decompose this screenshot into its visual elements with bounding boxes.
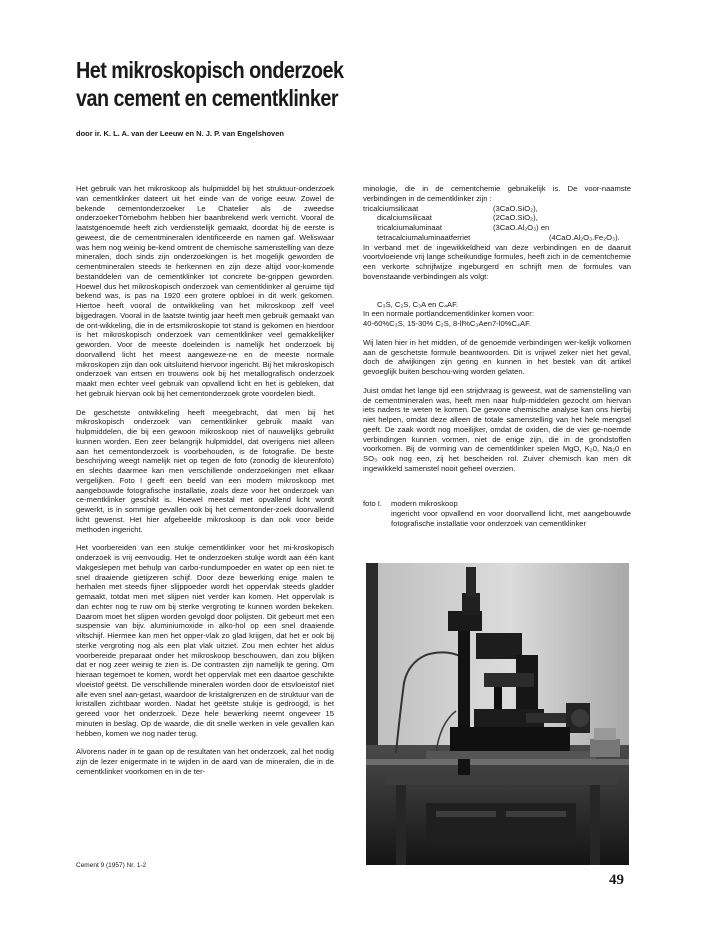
compound-formula: (3CaO.SiO₂), xyxy=(493,203,538,213)
page-number: 49 xyxy=(609,872,624,888)
journal-reference: Cement 9 (1957) Nr. 1-2 xyxy=(76,862,147,869)
paragraph: De geschetste ontwikkeling heeft meegebracht, dat men bij het mikroskopisch onderzoek van cementklinker gebruik maakt van hulpmiddelen, die bij een gewoon mikroskoop niet of nauwelijks gebruikt kunnen worden. Een zeer belangrijk hulpmiddel, dat overigens niet alleen aan het cementonderzoek is voorbehouden, is de fotografie. De beste beschrijving weegt namelijk niet op tegen de foto (zonodig de kleurenfoto) en slechts daarmee kan men verschillende onderzoekingen met elkaar vergelijken. Foto I geeft een beeld van een modern mikroskoop met aangebouwde fotografische installatie, zoals deze voor het onderzoek van ce-mentklinker geschikt is. Hoewel meestal met opvallend licht wordt gewerkt, is in sommige gevallen ook bij het cementonder-zoek doorvallend licht gewenst. Het hier afgebeelde mikroskoop is dan ook voor beide methoden ingericht. xyxy=(76,407,334,534)
composition-line-1: In een normale portlandcementklinker komen voor: xyxy=(363,309,534,319)
byline: door ir. K. L. A. van der Leeuw en N. J. P. van Engelshoven xyxy=(76,129,284,138)
paragraph: In verband met de ingewikkeldheid van deze verbindingen en de daaruit voortvloeiende vrij lange scheikundige formules, heeft zich in de cementchemie een verkorte schrijfwijze ingeburgerd en schrijft men de formules van bovenstaande verbindingen als volgt: xyxy=(363,242,631,281)
intro-text: minologie, die in de cementchemie gebruikelijk is. De voor-naamste verbindingen in de cementklinker zijn : xyxy=(363,184,631,203)
caption-text: ingericht voor opvallend en voor doorvallend licht, met aangebouwde fotografische installatie voor onderzoek van cementklinker xyxy=(391,508,631,528)
photo-caption xyxy=(363,499,631,528)
right-column xyxy=(363,184,631,483)
caption-label: foto I. xyxy=(363,499,382,508)
formula-row xyxy=(363,213,631,223)
compound-name: tricalciumsilicaat xyxy=(363,203,419,213)
microscope-photo-image xyxy=(366,563,629,865)
title-line-2: van cement en cementklinker xyxy=(76,85,339,111)
formula-row xyxy=(363,223,631,233)
paragraph: Juist omdat het lange tijd een strijdvraag is geweest, wat de samenstelling van de cementmineralen was, heeft men naar hulp-middelen gezocht om hiervan iets naders te weten te komen. De gewone chemische analyse kan ons hierbij niet helpen, omdat deze alleen de totale samenstelling van het hele mengsel geeft. De zaak wordt nog moeilijker, omdat de oxiden, die de vier ge-noemde verbindingen kunnen vormen, niet de enige zijn, die in de grondstoffen voorkomen. Bij de vorming van de cementklinker spelen MgO, K₂0, Na₂0 en SO₃ ook nog een, zij het bescheiden rol. Zuiver chemisch kan men dit ingewikkeld samenstel nooit geheel overzien. xyxy=(363,385,631,473)
paragraph: Wij laten hier in het midden, of de genoemde verbindingen wer-kelijk volkomen aan de geschetste formule beantwoorden. Dit is vrijwel zeker niet het geval, doch de afwijkingen zijn gering en kunnen in het bestek van dit artikel gevoeglijk buiten beschou-wing worden gelaten. xyxy=(363,337,631,376)
paragraph: Het gebruik van het mikroskoop als hulpmiddel bij het struktuur-onderzoek van cementklinker dateert uit het einde van de vorige eeuw. Zowel de bekende cementonderzoeker Le Chatelier als de zweedse onderzoekerTörnebohm hebben hier baanbrekend werk verricht. Vooral de laatstgenoemde heeft zich verdienstelijk gemaakt, doordat hij de eerste is geweest, die de cementmineralen identificeerde en namen gaf. Weliswaar was hem nog weinig be-kend omtrent de chemische samenstelling van deze mineralen, doch sinds zijn onderzoekingen is het mogelijk geworden de cementmineralen steeds te herkennen en zijn deze altijd voor-komende bestanddelen van de cementklinker tot concrete be-grippen geworden. Hoewel dus het mikroskopisch onderzoek van cementklinker al geruime tijd bekend was, is pas na 1920 een grotere opbloei in dit werk gekomen. Hiertoe heeft vooral de ontwikkeling van het mikroskoop zelf veel bijgedragen. Vooral in de laatste twintig jaar heeft men gebruik gemaakt van de ont-wikkeling, die in de ertsmikroskopie tot stand is gekomen en hierdoor is het mikroskopisch onderzoek van cementklinker veel gemakkelijker geworden. Voor de meeste doeleinden is namelijk het onderzoek bij doorvallend licht het meest aangeweze-ne en de meeste normale mikroskopen zijn dan ook uitsluitend hiervoor ingericht. Bij het mikroskopisch onderzoek van ertsen en trouwens ook bij het metallografisch onderzoek maakt men echter veel gebruik van opvallend licht en het is gebleken, dat het gebruik hiervan ook bij het cementonderzoek grote voordelen biedt. xyxy=(76,184,334,398)
article-title xyxy=(76,56,360,112)
formula-row xyxy=(363,233,631,243)
compound-formula: (2CaO.SiO₂), xyxy=(493,213,538,223)
paragraph: Het voorbereiden van een stukje cementklinker voor het mi-kroskopisch onderzoek is vrij eenvoudig. Het te onderzoeken stukje wordt aan één kant vlakgeslepen met behulp van carbo-rundumpoeder en water op een niet te snel draaiende gietijzeren schijf. Door deze bewerking enige malen te herhalen met steeds fijner slijppoeder wordt het oppervlak steeds gladder gemaakt, totdat men met slijpen niet verder kan komen. Het oppervlak is dan echter nog te ruw om bij sterke vergroting te kunnen worden bekeken. Daarom moet het slijpen worden gevolgd door polijsten. Dit gebeurt met een suspensie van bijv. aluminiumoxide in alko-hol op een snel draaiende viltschijf. Hiermee kan men het opper-vlak zo glad krijgen, dat het er ook bij sterke vergroting nog als een plat vlak uitziet. Zou men echter het aldus voorbereide preparaat onder het mikroskoop beschouwen, dan zou blijken dat er nog zeer weinig te zien is. De contrasten zijn namelijk te gering. Om hieraan tegemoet te komen, wordt het oppervlak met een daartoe geschikte vloeistof geëtst. De verschillende mineralen worden door de etsvloeistof niet alle even snel aan-getast, waardoor de kristalgrenzen en de struktuur van de kristallen zichtbaar worden. Nadat het geëtste stukje is gedroogd, is het gereed voor het onderzoek. Deze hele bewerking neemt ongeveer 15 minuten in beslag. Op de waarde, die dit snelle werken in vele gevallen kan hebben, komen we nog nader terug. xyxy=(76,543,334,738)
compound-name: tetracalciumaluminaatferriet xyxy=(377,232,471,242)
compound-formula: (4CaO.Al₂O₃.Fe₂O₃). xyxy=(549,232,620,242)
formula-row xyxy=(363,204,631,214)
compound-formula: (3CaO.Al₂O₃) en xyxy=(493,223,550,232)
compound-name: tricalciumaluminaat xyxy=(377,223,442,232)
paragraph: Alvorens nader in te gaan op de resultaten van het onderzoek, zal het nodig zijn de lezer enigermate in te wijden in de aard van de mineralen, die in de cementklinker voorkomen en in de ter- xyxy=(76,747,334,776)
title-line-1: Het mikroskopisch onderzoek xyxy=(76,57,344,83)
microscope-photo xyxy=(366,563,629,865)
left-column xyxy=(76,184,334,786)
abbreviation-line: C₃S, C₂S, C₃A en C₄AF. xyxy=(377,299,459,309)
composition-line-2: 40-60%C₃S, 15-30% C₂S, 8-ll%C₃Aen7-l0%C₄AF. xyxy=(363,319,531,328)
compound-name: dicalciumsilicaat xyxy=(377,213,432,223)
caption-title: modern mikroskoop xyxy=(391,499,458,508)
